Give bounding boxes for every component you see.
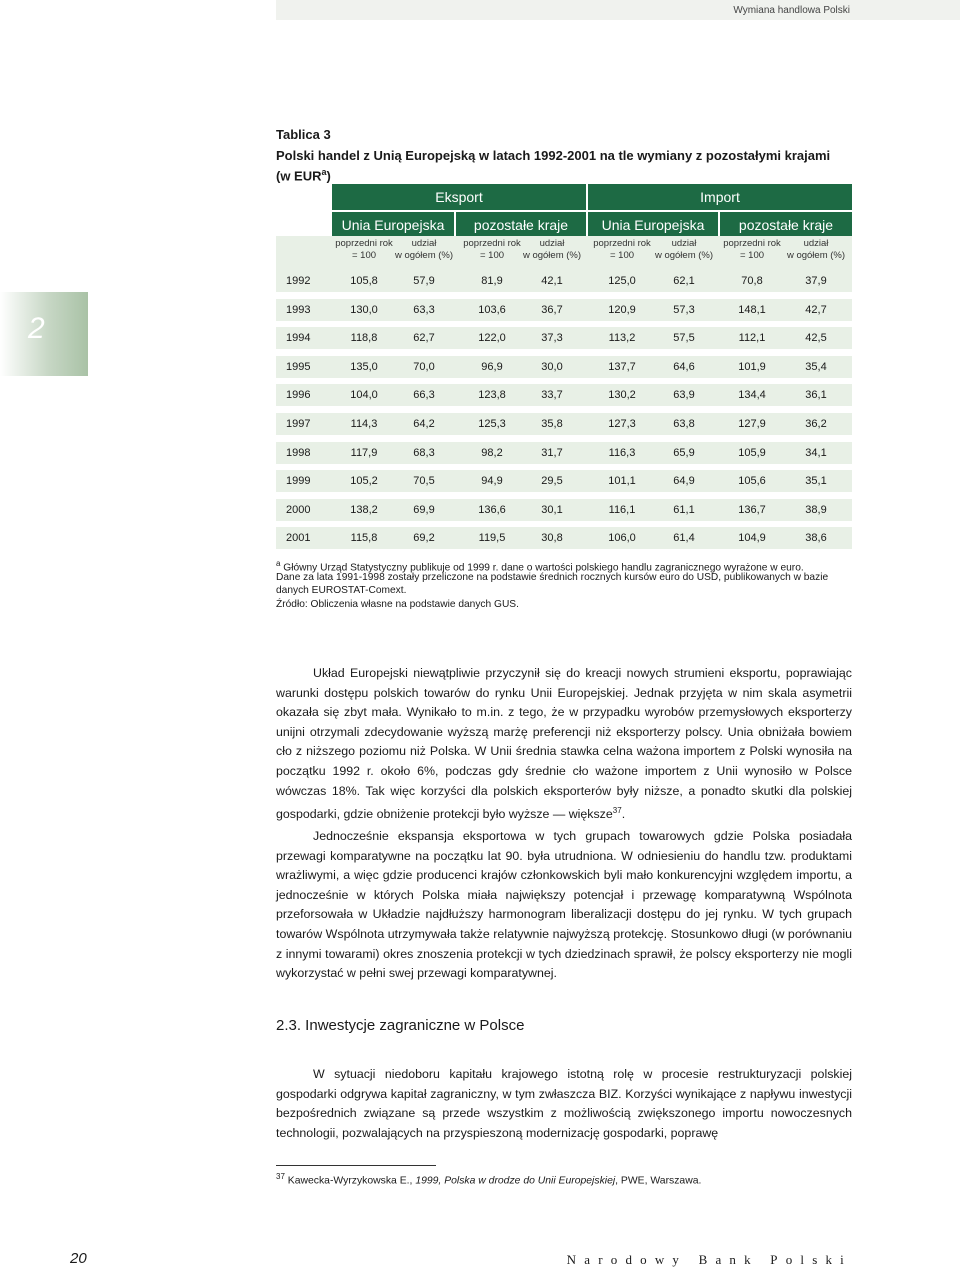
table-cell: 137,7 — [608, 360, 636, 373]
table-cell: 33,7 — [541, 389, 563, 402]
subheader-cell — [460, 238, 524, 262]
table-cell: 106,0 — [608, 532, 636, 545]
table-cell: 105,8 — [350, 275, 378, 287]
subheader-cell — [392, 238, 456, 262]
table-cell: 96,9 — [481, 360, 503, 373]
subheader-cell — [590, 238, 654, 262]
table-cell: 113,2 — [608, 332, 636, 345]
table-cell: 62,1 — [673, 275, 695, 287]
table-cell: 101,1 — [608, 475, 636, 488]
table-cell: 116,3 — [608, 446, 636, 459]
table-cell: 104,0 — [350, 389, 378, 402]
table-cell: 103,6 — [478, 303, 506, 316]
group-eu-import: Unia Europejska — [588, 210, 718, 236]
table-cell: 64,9 — [673, 475, 695, 488]
subheader-cell — [520, 238, 584, 262]
table-row — [276, 270, 852, 292]
table-cell: 136,6 — [478, 503, 506, 516]
subheader-line: udział — [803, 238, 829, 249]
subheader-line: w ogółem (%) — [394, 250, 454, 261]
table-title-end: ) — [326, 168, 331, 184]
table-cell: 135,0 — [350, 360, 378, 373]
table-cell: 98,2 — [481, 446, 503, 459]
table-cell: 57,9 — [413, 275, 435, 287]
table-cell: 130,2 — [608, 389, 636, 402]
subheader-line: w ogółem (%) — [654, 250, 714, 261]
table-cell: 30,0 — [541, 360, 563, 373]
footnote-37-title: 1999, Polska w drodze do Unii Europejskiej — [415, 1175, 616, 1187]
table-cell: 34,1 — [805, 446, 827, 459]
table-row — [276, 413, 852, 435]
group-other-import: pozostałe kraje — [720, 210, 852, 236]
table-group-row-top — [276, 184, 852, 210]
row-year: 1998 — [286, 446, 311, 459]
table-cell: 61,1 — [673, 503, 695, 516]
table-cell: 81,9 — [481, 275, 503, 287]
table-cell: 31,7 — [541, 446, 563, 459]
table-cell: 38,9 — [805, 503, 827, 516]
table-cell: 35,4 — [805, 360, 827, 373]
table-cell: 125,3 — [478, 418, 506, 430]
table-cell: 63,8 — [673, 418, 695, 430]
table-row — [276, 299, 852, 321]
subheader-line: poprzedni rok — [463, 238, 521, 249]
row-year: 2001 — [286, 532, 311, 545]
table-cell: 117,9 — [350, 446, 378, 459]
row-year: 1992 — [286, 275, 311, 287]
subheader-cell — [652, 238, 716, 262]
footnote-ref-37: 37 — [612, 806, 622, 816]
group-import: Import — [588, 184, 852, 210]
table-cell: 125,0 — [608, 275, 636, 287]
table-group-row-mid — [276, 210, 852, 236]
subheader-cell — [784, 238, 848, 262]
table-row — [276, 470, 852, 492]
row-year: 1994 — [286, 332, 311, 345]
table-cell: 105,6 — [738, 475, 766, 488]
table-title — [276, 148, 836, 184]
footnote-37-rest: , PWE, Warszawa. — [615, 1175, 702, 1187]
table-cell: 37,3 — [541, 332, 563, 345]
subheader-line: = 100 — [609, 250, 635, 261]
table-cell: 123,8 — [478, 389, 506, 402]
table-note-conversion: Dane za lata 1991-1998 zostały przeliczone na podstawie średnich rocznych kursów euro do USD, publikowanych w bazie danych EUROSTAT-Comext. — [276, 572, 829, 596]
table-cell: 122,0 — [478, 332, 506, 345]
table-cell: 134,4 — [738, 389, 766, 402]
subheader-cell — [720, 238, 784, 262]
subheader-line: poprzedni rok — [723, 238, 781, 249]
table-cell: 42,7 — [805, 303, 827, 316]
footnote-37 — [276, 1172, 701, 1186]
table-cell: 116,1 — [608, 503, 636, 516]
table-cell: 70,0 — [413, 360, 435, 373]
table-row — [276, 442, 852, 464]
table-cell: 65,9 — [673, 446, 695, 459]
table-cell: 36,7 — [541, 303, 563, 316]
paragraph-1-text: Układ Europejski niewątpliwie przyczynił się do kreacji nowych strumieni eksportu, poprawiając warunki dostępu polskich towarów do rynku Unii Europejskiej. Jednak przyjęta w nim skala asymetrii okazała się zbyt mała. Wynikało to m.in. z tego, że w przypadku wyrobów przemysłowych eksporterzy unijni otrzymali zdecydowanie wyższą marżę preferencji niż eksporterzy polscy. Unia obniżała bowiem cło z niższego poziomu niż Polska. W Unii średnia stawka celna ważona importem z Polski wynosiła na początku 1992 r. około 6%, podczas gdy średnie cło ważone importem z Unii wynosiło w Polsce wówczas 18%. Tak więc korzyści dla polskich eksporterów były niższe, a ponadto skutki dla polskiej gospodarki, gdzie obniżenie protekcji było wyższe — większe — [276, 666, 852, 822]
page-number: 20 — [70, 1250, 87, 1267]
table-row — [276, 384, 852, 406]
table-subheader-row — [276, 236, 852, 272]
footnote-37-author: Kawecka-Wyrzykowska E., — [284, 1175, 416, 1187]
chapter-tab — [0, 292, 88, 376]
table-cell: 61,4 — [673, 532, 695, 545]
table-cell: 127,3 — [608, 418, 636, 430]
subheader-line: udział — [671, 238, 697, 249]
footnote-divider — [276, 1165, 436, 1166]
table-cell: 42,5 — [805, 332, 827, 345]
paragraph-1-end: . — [621, 807, 626, 822]
table-cell: 57,3 — [673, 303, 695, 316]
table-cell: 35,1 — [805, 475, 827, 488]
table-row — [276, 499, 852, 521]
subheader-line: = 100 — [739, 250, 765, 261]
subheader-line: w ogółem (%) — [786, 250, 846, 261]
table-cell: 69,2 — [413, 532, 435, 545]
table-cell: 148,1 — [738, 303, 766, 316]
footer-organization: Narodowy Bank Polski — [566, 1252, 852, 1267]
table-cell: 30,1 — [541, 503, 563, 516]
table-cell: 62,7 — [413, 332, 435, 345]
group-eu-export: Unia Europejska — [332, 210, 454, 236]
table-title-text: Polski handel z Unią Europejską w latach 1992-2001 na tle wymiany z pozostałymi krajami (w EUR — [276, 148, 831, 184]
table-cell: 112,1 — [738, 332, 766, 345]
table-cell: 70,8 — [741, 275, 763, 287]
running-title: Wymiana handlowa Polski — [733, 5, 850, 16]
table-cell: 136,7 — [738, 503, 766, 516]
table-cell: 104,9 — [738, 532, 766, 545]
table-row — [276, 327, 852, 349]
table-cell: 38,6 — [805, 532, 827, 545]
section-heading: 2.3. Inwestycje zagraniczne w Polsce — [276, 1017, 525, 1034]
table-cell: 119,5 — [478, 532, 506, 545]
group-export: Eksport — [332, 184, 586, 210]
note-a-mark: a — [276, 559, 281, 568]
table-cell: 120,9 — [608, 303, 636, 316]
table-cell: 63,3 — [413, 303, 435, 316]
note-a-text: Główny Urząd Statystyczny publikuje od 1999 r. dane o wartości polskiego handlu zagranicznego wyrażone w euro. — [280, 562, 804, 574]
row-year: 1997 — [286, 418, 311, 430]
table-cell: 68,3 — [413, 446, 435, 459]
table-cell: 70,5 — [413, 475, 435, 488]
table-cell: 30,8 — [541, 532, 563, 545]
table-cell: 94,9 — [481, 475, 503, 488]
group-other-export: pozostałe kraje — [456, 210, 586, 236]
paragraph-2: Jednocześnie ekspansja eksportowa w tych grupach towarowych gdzie Polska posiadała przewagi komparatywne na początku lat 90. była utrudniona. W odniesieniu do handlu tzw. produktami wrażliwymi, a więc gdzie producenci krajów członkowskich byli mało konkurencyjni względem importu, a jednocześnie w których Polska miała największy potencjał i przewagę komparatywną Wspólnota przeforsowała w Układzie najdłuższy harmonogram liberalizacji dostępu do jej rynku. W tych grupach towarów Wspólnota utrzymywała także relatywnie najwyższą protekcję. Stosunkowo długi (w porównaniu z innymi towarami) okres znoszenia protekcji w tych dziedzinach sprawił, że polscy eksporterzy nie mogli wykorzystać w pełni swej przewagi komparatywnej. — [276, 829, 852, 981]
table-cell: 127,9 — [738, 418, 766, 430]
table-cell: 36,2 — [805, 418, 827, 430]
table-cell: 101,9 — [738, 360, 766, 373]
row-year: 1995 — [286, 360, 311, 373]
subheader-line: udział — [411, 238, 437, 249]
row-year: 2000 — [286, 503, 311, 516]
subheader-line: poprzedni rok — [335, 238, 393, 249]
footnote-37-mark: 37 — [276, 1172, 285, 1181]
table-cell: 105,9 — [738, 446, 766, 459]
subheader-line: w ogółem (%) — [522, 250, 582, 261]
row-year: 1993 — [286, 303, 311, 316]
running-header — [276, 0, 960, 20]
table-row — [276, 527, 852, 549]
subheader-line: udział — [539, 238, 565, 249]
table-cell: 63,9 — [673, 389, 695, 402]
table-cell: 105,2 — [350, 475, 378, 488]
subheader-cell — [332, 238, 396, 262]
table-cell: 66,3 — [413, 389, 435, 402]
paragraph-1 — [276, 664, 852, 825]
paragraph-3: W sytuacji niedoboru kapitału krajowego istotną rolę w procesie restrukturyzacji polskiej gospodarki odgrywa kapitał zagraniczny, w tym zwłaszcza BIZ. Korzyści wynikające z napływu inwestycji bezpośrednich związane są przede wszystkim z możliwością zwiększonego importu nowoczesnych technologii, pozwalających na przyspieszoną modernizację gospodarki, poprawę — [276, 1067, 852, 1140]
subheader-line: poprzedni rok — [593, 238, 651, 249]
table-cell: 35,8 — [541, 418, 563, 430]
table-cell: 37,9 — [805, 275, 827, 287]
table-title-footnote-mark: a — [321, 167, 327, 177]
table-source: Źródło: Obliczenia własne na podstawie danych GUS. — [276, 599, 519, 610]
table-cell: 114,3 — [350, 418, 378, 430]
table-cell: 36,1 — [805, 389, 827, 402]
table-cell: 64,2 — [413, 418, 435, 430]
subheader-line: = 100 — [351, 250, 377, 261]
table-label: Tablica 3 — [276, 127, 331, 142]
chapter-number: 2 — [28, 312, 45, 345]
table-row — [276, 356, 852, 378]
table-cell: 118,8 — [350, 332, 378, 345]
table-cell: 29,5 — [541, 475, 563, 488]
table-cell: 115,8 — [350, 532, 378, 545]
row-year: 1996 — [286, 389, 311, 402]
table-cell: 42,1 — [541, 275, 563, 287]
table-cell: 64,6 — [673, 360, 695, 373]
subheader-line: = 100 — [479, 250, 505, 261]
table-cell: 69,9 — [413, 503, 435, 516]
table-cell: 130,0 — [350, 303, 378, 316]
table-cell: 57,5 — [673, 332, 695, 345]
row-year: 1999 — [286, 475, 311, 488]
table-cell: 138,2 — [350, 503, 378, 516]
